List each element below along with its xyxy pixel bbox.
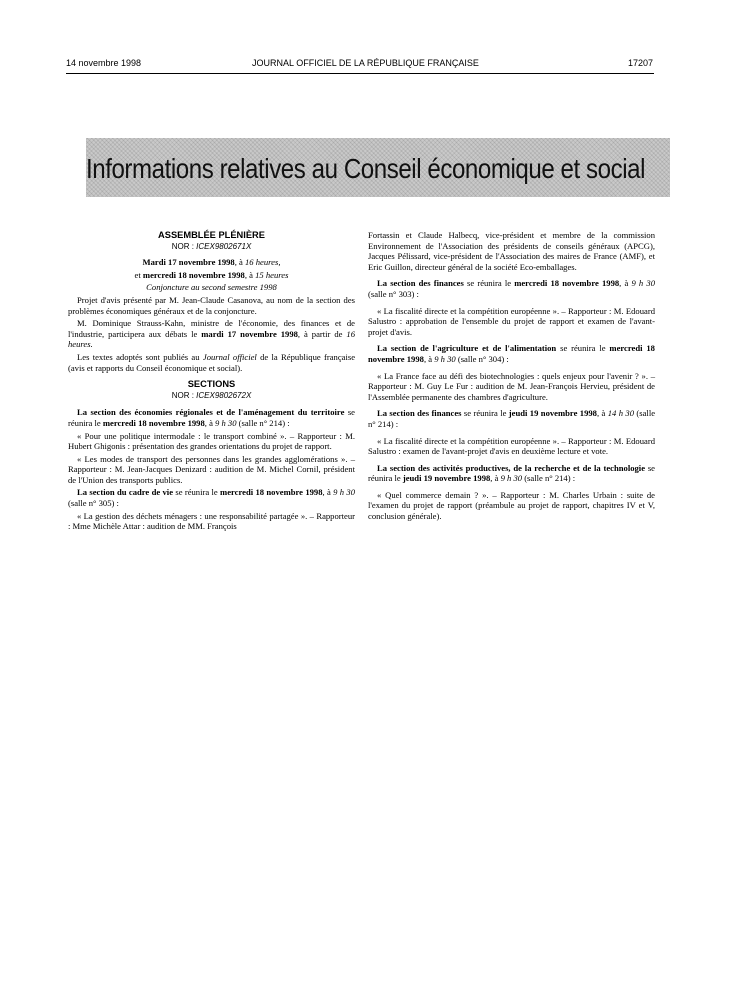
section-room-5: (salle n° 214) : bbox=[368, 408, 656, 429]
section-time-6: 9 h 30 bbox=[500, 473, 523, 484]
header-rule bbox=[66, 73, 654, 74]
nor-label: NOR : bbox=[171, 241, 197, 251]
section-activites-productives bbox=[368, 463, 655, 484]
section-text: se réunira le bbox=[68, 407, 355, 428]
section-text-6: se réunira le bbox=[368, 462, 655, 484]
section-name-5: La section des finances bbox=[377, 408, 462, 419]
paragraph-projet-avis: Projet d'avis présenté par M. Jean-Claude Casanova, au nom de la section des problèmes économiques généraux et de la conjoncture. bbox=[68, 294, 355, 316]
item-biotechnologies: « La France face au défi des biotechnologies : quels enjeux pour l'avenir ? ». – Rapporteur : M. Guy Le Fur : audition de M. Jean-François Hervieu, président de l'Assemblée permanente des chambres d'agriculture. bbox=[368, 370, 655, 402]
section-time-3: 9 h 30 bbox=[631, 278, 655, 289]
section-text-2: se réunira le bbox=[173, 487, 221, 498]
section-agriculture bbox=[368, 343, 655, 364]
nor-code-2: ICEX9802672X bbox=[196, 390, 252, 400]
section-date-5: jeudi 19 novembre 1998 bbox=[508, 408, 597, 419]
p3-text: Les textes adoptés sont publiés au bbox=[77, 351, 203, 362]
session-sep-2: , à bbox=[244, 269, 256, 280]
section-text-3: se réunira le bbox=[463, 278, 515, 289]
section-room-2: (salle n° 305) : bbox=[68, 498, 119, 509]
section-sep-2: , à bbox=[322, 487, 334, 498]
left-column bbox=[68, 230, 355, 534]
section-sep-5: , à bbox=[596, 408, 608, 419]
section-sep-4: , à bbox=[423, 353, 435, 364]
section-name-3: La section des finances bbox=[377, 278, 464, 289]
session-sep: , à bbox=[234, 257, 245, 268]
section-sep: , à bbox=[204, 417, 216, 428]
item-fiscalite-1: « La fiscalité directe et la compétition européenne ». – Rapporteur : M. Edouard Salustro : approbation de l'ensemble du projet de rapport et examen de l'avant-projet d'avis. bbox=[368, 305, 655, 337]
session-time: 16 heures, bbox=[245, 257, 281, 268]
assembly-nor bbox=[68, 242, 355, 253]
session-line-1 bbox=[68, 257, 355, 268]
banner-title: Informations relatives au Conseil économique et social bbox=[85, 153, 646, 184]
section-date-2: mercredi 18 novembre 1998 bbox=[220, 487, 323, 498]
right-column bbox=[368, 230, 655, 524]
section-room-4: (salle n° 304) : bbox=[455, 353, 509, 364]
section-finances-1 bbox=[368, 278, 655, 299]
section-name-2: La section du cadre de vie bbox=[77, 487, 174, 498]
p2-text: M. Dominique Strauss-Kahn, ministre de l'économie, des finances et de l'industrie, participera aux débats le bbox=[68, 318, 355, 339]
item-dechets-menagers: « La gestion des déchets ménagers : une responsabilité partagée ». – Rapporteur : Mme Michèle Attar : audition de MM. François bbox=[68, 510, 355, 532]
nor-label-2: NOR : bbox=[171, 390, 197, 400]
section-room-3: (salle n° 303) : bbox=[368, 288, 419, 299]
section-room-6: (salle n° 214) : bbox=[522, 473, 576, 484]
section-economies-regionales bbox=[68, 407, 355, 428]
p2-date: mardi 17 novembre 1998 bbox=[201, 328, 298, 339]
session-time-2: 15 heures bbox=[255, 269, 289, 280]
p3-text-2: de la République française (avis et rapports du Conseil économique et social). bbox=[68, 351, 356, 373]
item-fiscalite-2: « La fiscalité directe et la compétition européenne ». – Rapporteur : M. Edouard Salustro : examen de l'avant-projet d'avis en deuxième lecture et vote. bbox=[368, 435, 655, 457]
p3-journal: Journal officiel bbox=[202, 351, 257, 362]
journal-title: JOURNAL OFFICIEL DE LA RÉPUBLIQUE FRANÇAISE bbox=[252, 58, 479, 68]
section-time-2: 9 h 30 bbox=[333, 487, 356, 498]
paragraph-ministre bbox=[68, 318, 355, 350]
p2-time: 16 heures. bbox=[68, 328, 356, 350]
section-date-4: mercredi 18 novembre 1998 bbox=[368, 343, 655, 364]
section-date-6: jeudi 19 novembre 1998 bbox=[402, 473, 491, 484]
sections-heading: SECTIONS bbox=[187, 379, 236, 390]
section-finances-2 bbox=[368, 408, 655, 429]
section-sep-6: , à bbox=[490, 473, 501, 484]
session-line-2 bbox=[68, 270, 355, 281]
section-time-4: 9 h 30 bbox=[434, 353, 456, 364]
session-and: et bbox=[134, 269, 143, 280]
p2-text-2: , à partir de bbox=[297, 328, 347, 339]
nor-code: ICEX9802671X bbox=[196, 241, 252, 251]
section-date-3: mercredi 18 novembre 1998 bbox=[514, 278, 620, 289]
session-date: Mardi 17 novembre 1998 bbox=[142, 257, 235, 268]
item-commerce-demain: « Quel commerce demain ? ». – Rapporteur : M. Charles Urbain : suite de l'examen du projet de rapport (préambule au projet de rapport, chapitres IV et V, conclusion générale). bbox=[368, 489, 655, 522]
item-modes-transport: « Les modes de transport des personnes dans les grandes agglomérations ». – Rapporteur : M. Jean-Jacques Denizard : audition de M. Michel Cornil, président de l'Union des transports publics. bbox=[68, 453, 355, 485]
section-sep-3: , à bbox=[619, 278, 632, 289]
section-name-6: La section des activités productives, de la recherche et de la technologie bbox=[377, 462, 646, 473]
section-text-5: se réunira le bbox=[461, 408, 509, 419]
section-name-4: La section de l'agriculture et de l'alimentation bbox=[377, 343, 557, 354]
item-transport-combine: « Pour une politique intermodale : le transport combiné ». – Rapporteur : M. Hubert Ghigonis : présentation des grandes orientations du projet de rapport. bbox=[68, 430, 355, 452]
section-cadre-de-vie bbox=[68, 487, 355, 508]
section-text-4: se réunira le bbox=[556, 343, 610, 354]
sections-nor bbox=[68, 391, 355, 402]
session-date-2: mercredi 18 novembre 1998 bbox=[142, 269, 245, 280]
section-time: 9 h 30 bbox=[215, 417, 237, 428]
page-number: 17207 bbox=[627, 58, 653, 68]
header-date: 14 novembre 1998 bbox=[66, 58, 142, 68]
section-date: mercredi 18 novembre 1998 bbox=[102, 417, 205, 428]
session-topic bbox=[68, 282, 355, 293]
section-name: La section des économies régionales et de l'aménagement du territoire bbox=[77, 407, 345, 418]
section-room: (salle n° 214) : bbox=[236, 417, 290, 428]
paragraph-textes-adoptes bbox=[68, 352, 355, 373]
assembly-heading: ASSEMBLÉE PLÉNIÈRE bbox=[158, 230, 265, 240]
section-time-5: 14 h 30 bbox=[607, 408, 635, 419]
continuation-paragraph: Fortassin et Claude Halbecq, vice-président et membre de la commission Environnement de l'Association des présidents de conseils généraux (APCG), Jacques Pélissard, vice-président de l'Association des maires de France (AMF), et Eric Guillon, directeur général de la société Eco-emballages. bbox=[368, 230, 655, 272]
session-topic-text: Conjoncture au second semestre 1998 bbox=[146, 282, 277, 293]
